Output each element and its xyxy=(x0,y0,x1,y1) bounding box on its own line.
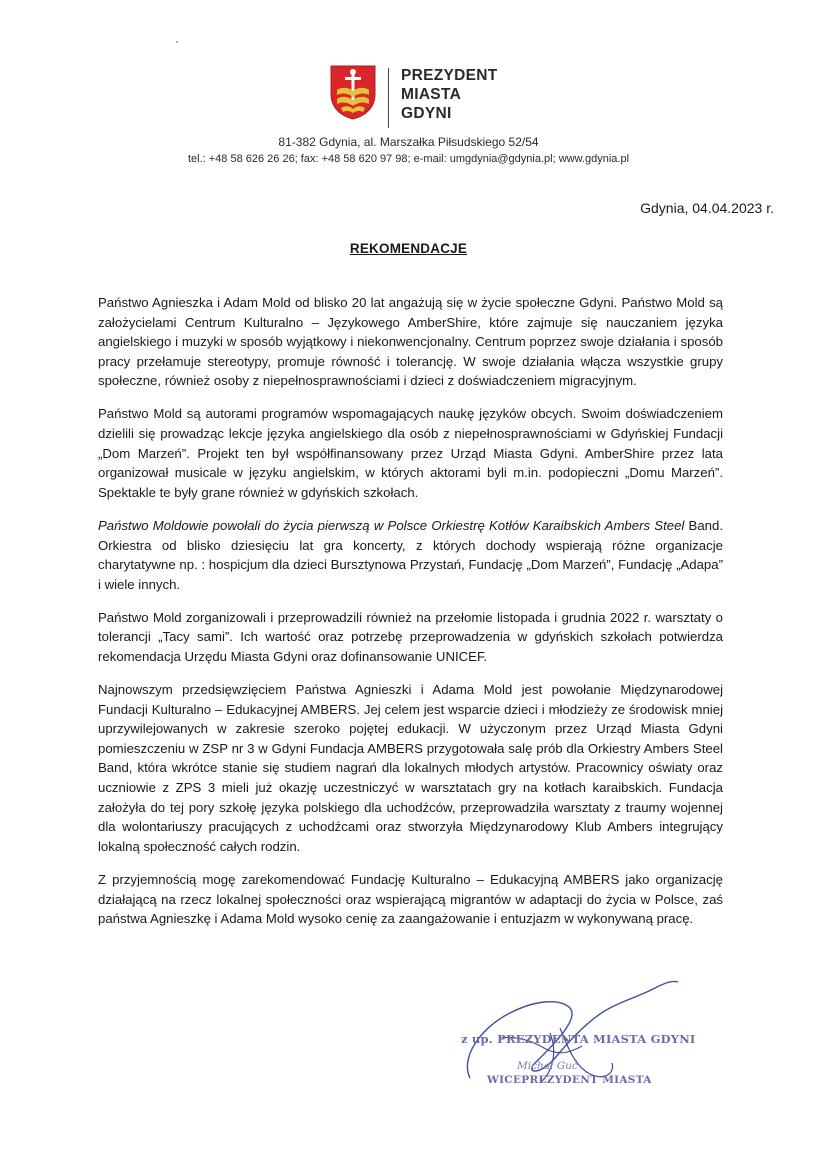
paragraph-5: Najnowszym przedsięwzięciem Państwa Agnieszki i Adama Mold jest powołanie Międzynarodowej Fundacji Kulturalno – Edukacyjnej AMBERS. Jej celem jest wsparcie dzieci i młodzieży ze środowisk mniej uprzywilejowanych w zakresie szeroko pojętej edukacji. W użyczonym przez Urząd Miasta Gdyni pomieszczeniu w ZSP nr 3 w Gdyni Fundacja AMBERS przygotowała salę prób dla Orkiestry Ambers Steel Band, która wkrótce stanie się studiem nagrań dla lokalnych młodych artystów. Pracownicy oświaty oraz uczniowie z ZPS 3 mieli już okazję uczestniczyć w warsztatach gry na kotłach karaibskich. Fundacja założyła do tej pory szkołę języka polskiego dla uchodźców, przeprowadziła warsztaty z traumy wojennej dla wolontariuszy pracujących z uchodźcami oraz stworzyła Międzynarodowy Klub Ambers integrujący lokalną społeczność całych rodzin. xyxy=(98,682,723,854)
paragraph-3-italic: Państwo Moldowie powołali do życia pierwszą w Polsce Orkiestrę Kotłów Karaibskich Ambers Steel xyxy=(98,517,685,533)
office-address: 81-382 Gdynia, al. Marszałka Piłsudskiego 52/54 xyxy=(278,135,539,149)
header-divider xyxy=(388,68,389,128)
paragraph-3 xyxy=(98,516,723,594)
paragraph-2: Państwo Mold są autorami programów wspomagających naukę języków obcych. Swoim doświadczeniem dzielili się prowadząc lekcje języka angielskiego dla osób z niepełnosprawnościami w Gdyńskiej Fundacji „Dom Marzeń”. Projekt ten był współfinansowany przez Urząd Miasta Gdyni. AmberShire przez lata organizował musicale w języku angielskim, w których aktorami byli m.in. podopieczni „Domu Marzeń”. Spektakle te były grane również w gdyńskich szkołach. xyxy=(98,406,723,500)
office-line-1: PREZYDENT xyxy=(401,67,498,84)
office-line-3: GDYNI xyxy=(401,105,452,122)
gdynia-crest-icon xyxy=(329,64,377,120)
letter-title: REKOMENDACJE xyxy=(349,241,468,256)
paragraph-4: Państwo Mold zorganizowali i przeprowadzili również na przełomie listopada i grudnia 2022 r. warsztaty o tolerancji „Tacy sami”. Ich wartość oraz potrzebę przeprowadzenia w gdyńskich szkołach potwierdza rekomendacja Urzędu Miasta Gdyni oraz dofinansowanie UNICEF. xyxy=(98,609,723,664)
stamp-line-2: Michał Guć xyxy=(517,1060,578,1072)
letter-date: Gdynia, 04.04.2023 r. xyxy=(640,200,774,216)
office-line-2: MIASTA xyxy=(401,86,462,103)
letter-body xyxy=(98,293,723,942)
scan-speck xyxy=(176,41,178,43)
paragraph-6: Z przyjemnością mogę zarekomendować Fundację Kulturalno – Edukacyjną AMBERS jako organizację działającą na rzecz lokalnej społeczności oraz wspierającą migrantów w adaptacji do życia w Polsce, zaś państwa Agnieszkę i Adama Mold wysoko cenię za zaangażowanie i entuzjazm w wykonywaną pracę. xyxy=(98,871,723,927)
paragraph-3-rest: Band. Orkiestra od blisko dziesięciu lat gra koncerty, z których dochody wspierają różne organizacje charytatywne np. : hospicjum dla dzieci Bursztynowa Przystań, Fundację „Dom Marzeń”, Fundację „Adapa” i wiele innych. xyxy=(98,517,723,592)
office-name xyxy=(401,66,498,123)
stamp-line-1: z up. PREZYDENTA MIASTA GDYNI xyxy=(461,1032,696,1046)
stamp-line-3: WICEPREZYDENT MIASTA xyxy=(487,1074,652,1086)
paragraph-1: Państwo Agnieszka i Adam Mold od blisko 20 lat angażują się w życie społeczne Gdyni. Państwo Mold są założycielami Centrum Kulturalno – Językowego AmberShire, które zajmuje się nauczaniem języka angielskiego i muzyki w sposób wyjątkowy i niekonwencjonalny. Centrum poprzez swoje działania i sposób pracy przełamuje stereotypy, promuje równość i tolerancję. W swoje działania włącza wszystkie grupy społeczne, również osoby z niepełnosprawnościami i dzieci z doświadczeniem migracyjnym. xyxy=(98,295,723,389)
office-contact: tel.: +48 58 626 26 26; fax: +48 58 620 97 98; e-mail: umgdynia@gdynia.pl; www.gdynia.pl xyxy=(187,153,630,165)
letterhead xyxy=(329,64,529,128)
